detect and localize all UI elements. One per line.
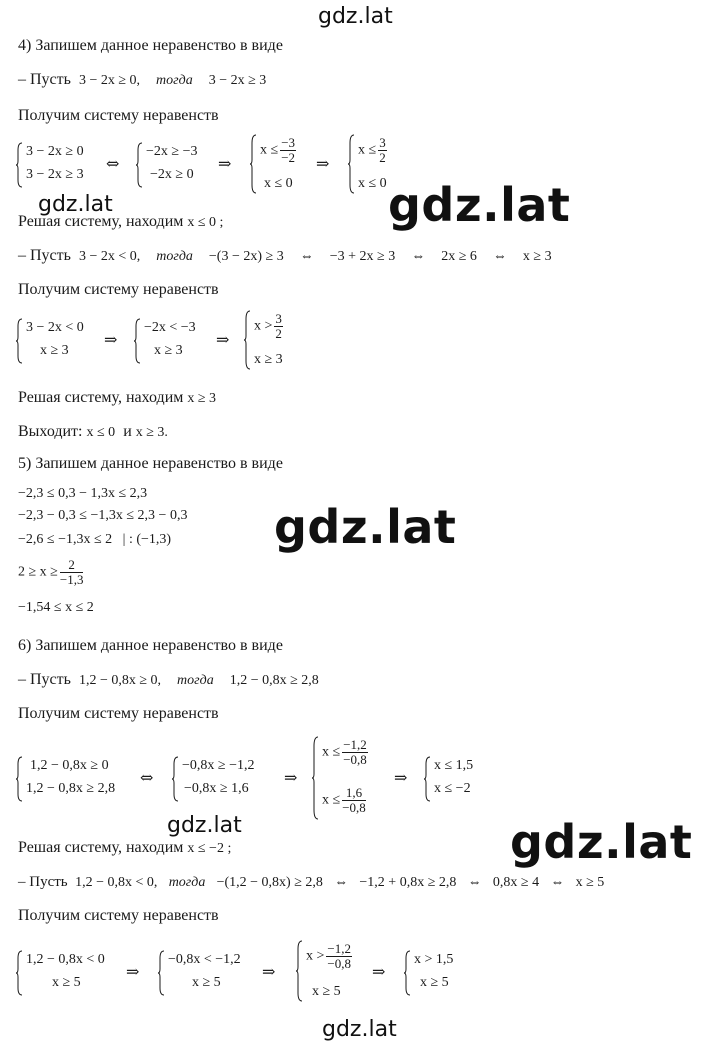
system-row: 1,2 − 0,8x < 0 [26, 952, 105, 967]
system-row: x ≥ 3 [154, 343, 183, 358]
inequality-system [16, 142, 106, 188]
system-row: x > $\frac{3}{2}$ [254, 311, 282, 341]
system-row: −2x < −3 [144, 320, 196, 335]
system-row: 1,2 − 0,8x ≥ 2,8 [26, 781, 116, 796]
inequality-system [16, 318, 106, 364]
math-line: −2,3 − 0,3 ≤ −1,3x ≤ 2,3 − 0,3 [18, 508, 188, 523]
implies-symbol: ⇒ [126, 962, 140, 981]
system-row: x ≥ 5 [420, 975, 449, 990]
system-label: Получим систему неравенств [18, 281, 219, 298]
system-row: x ≤ $\frac{3}{2}$ [358, 135, 386, 165]
system-row: −2x ≥ 0 [150, 167, 194, 182]
watermark-text: gdz.lat [274, 500, 457, 554]
system-row: x ≤ 0 [358, 176, 387, 191]
system-row: x ≤ −2 [434, 781, 471, 796]
system-row: x ≤ 0 [264, 176, 293, 191]
inequality-system [348, 134, 398, 194]
system-row: −0,8x < −1,2 [168, 952, 241, 967]
solution-line: Решая систему, находим x ≤ −2 ; [18, 839, 232, 856]
watermark-text: gdz.lat [167, 813, 242, 838]
implies-symbol: ⇒ [316, 154, 330, 173]
system-row: x ≤ $\frac{-1,2}{-0,8}$ [322, 737, 367, 767]
system-row: 3 − 2x < 0 [26, 320, 84, 335]
inequality-system [16, 950, 126, 996]
inequality-system [404, 950, 474, 996]
iff-symbol: ⇔ [140, 768, 154, 787]
inequality-system [244, 310, 300, 370]
watermark-text: gdz.lat [38, 192, 113, 217]
implies-symbol: ⇒ [218, 154, 232, 173]
inequality-system [424, 756, 494, 802]
watermark-text: gdz.lat [388, 178, 571, 232]
math-line: −1,54 ≤ x ≤ 2 [18, 600, 94, 615]
math-line: −2,6 ≤ −1,3x ≤ 2 | : (−1,3) [18, 532, 172, 547]
system-row: x ≥ 5 [52, 975, 81, 990]
case-line: – Пусть 3 − 2x < 0, тогда −(3 − 2x) ≥ 3 ⇔ −3 + 2x ≥ 3 ⇔ 2x ≥ 6 ⇔ x ≥ 3 [18, 247, 552, 264]
solution-line: Решая систему, находим x ≤ 0 ; [18, 213, 224, 230]
system-row: x ≥ 5 [192, 975, 221, 990]
system-row: x > $\frac{-1,2}{-0,8}$ [306, 941, 351, 971]
system-row: −2x ≥ −3 [146, 144, 198, 159]
case-line: – Пусть 3 − 2x ≥ 0, тогда 3 − 2x ≥ 3 [18, 71, 267, 88]
implies-symbol: ⇒ [372, 962, 386, 981]
inequality-system [136, 142, 216, 188]
math-line: 2 ≥ x ≥ $\frac{2}{-1,3}$ [18, 557, 84, 587]
system-row: x ≤ 1,5 [434, 758, 474, 773]
watermark-text: gdz.lat [318, 4, 393, 29]
system-label: Получим систему неравенств [18, 907, 219, 924]
math-line: −2,3 ≤ 0,3 − 1,3x ≤ 2,3 [18, 486, 148, 501]
system-row: 1,2 − 0,8x ≥ 0 [30, 758, 109, 773]
system-row: x ≥ 3 [254, 352, 283, 367]
inequality-system [296, 940, 366, 1002]
watermark-text: gdz.lat [322, 1017, 397, 1042]
result-line: Выходит: x ≤ 0 и x ≥ 3. [18, 423, 168, 440]
system-label: Получим систему неравенств [18, 107, 219, 124]
system-row: 3 − 2x ≥ 0 [26, 144, 84, 159]
system-row: −0,8x ≥ 1,6 [184, 781, 249, 796]
system-label: Получим систему неравенств [18, 705, 219, 722]
inequality-system [312, 736, 392, 820]
implies-symbol: ⇒ [284, 768, 298, 787]
inequality-system [250, 134, 310, 194]
system-row: x ≥ 5 [312, 984, 341, 999]
system-row: x ≥ 3 [40, 343, 69, 358]
implies-symbol: ⇒ [394, 768, 408, 787]
inequality-system [16, 756, 134, 802]
watermark-text: gdz.lat [510, 815, 693, 869]
inequality-system [172, 756, 272, 802]
implies-symbol: ⇒ [104, 330, 118, 349]
inequality-system [158, 950, 258, 996]
solution-line: Решая систему, находим x ≥ 3 [18, 389, 217, 406]
case-line: – Пусть 1,2 − 0,8x ≥ 0, тогда 1,2 − 0,8x ≥ 2,8 [18, 671, 319, 688]
system-row: x > 1,5 [414, 952, 454, 967]
section-heading: 6) Запишем данное неравенство в виде [18, 637, 283, 654]
case-line: – Пусть 1,2 − 0,8x < 0, тогда −(1,2 − 0,8x) ≥ 2,8 ⇔ −1,2 + 0,8x ≥ 2,8 ⇔ 0,8x ≥ 4 ⇔ x ≥ 5 [18, 874, 605, 890]
section-heading: 5) Запишем данное неравенство в виде [18, 455, 283, 472]
inequality-system [134, 318, 214, 364]
implies-symbol: ⇒ [262, 962, 276, 981]
system-row: x ≤ $\frac{-3}{-2}$ [260, 135, 296, 165]
section-heading: 4) Запишем данное неравенство в виде [18, 37, 283, 54]
system-row: −0,8x ≥ −1,2 [182, 758, 255, 773]
iff-symbol: ⇔ [106, 154, 120, 173]
system-row: x ≤ $\frac{1,6}{-0,8}$ [322, 785, 366, 815]
system-row: 3 − 2x ≥ 3 [26, 167, 84, 182]
implies-symbol: ⇒ [216, 330, 230, 349]
